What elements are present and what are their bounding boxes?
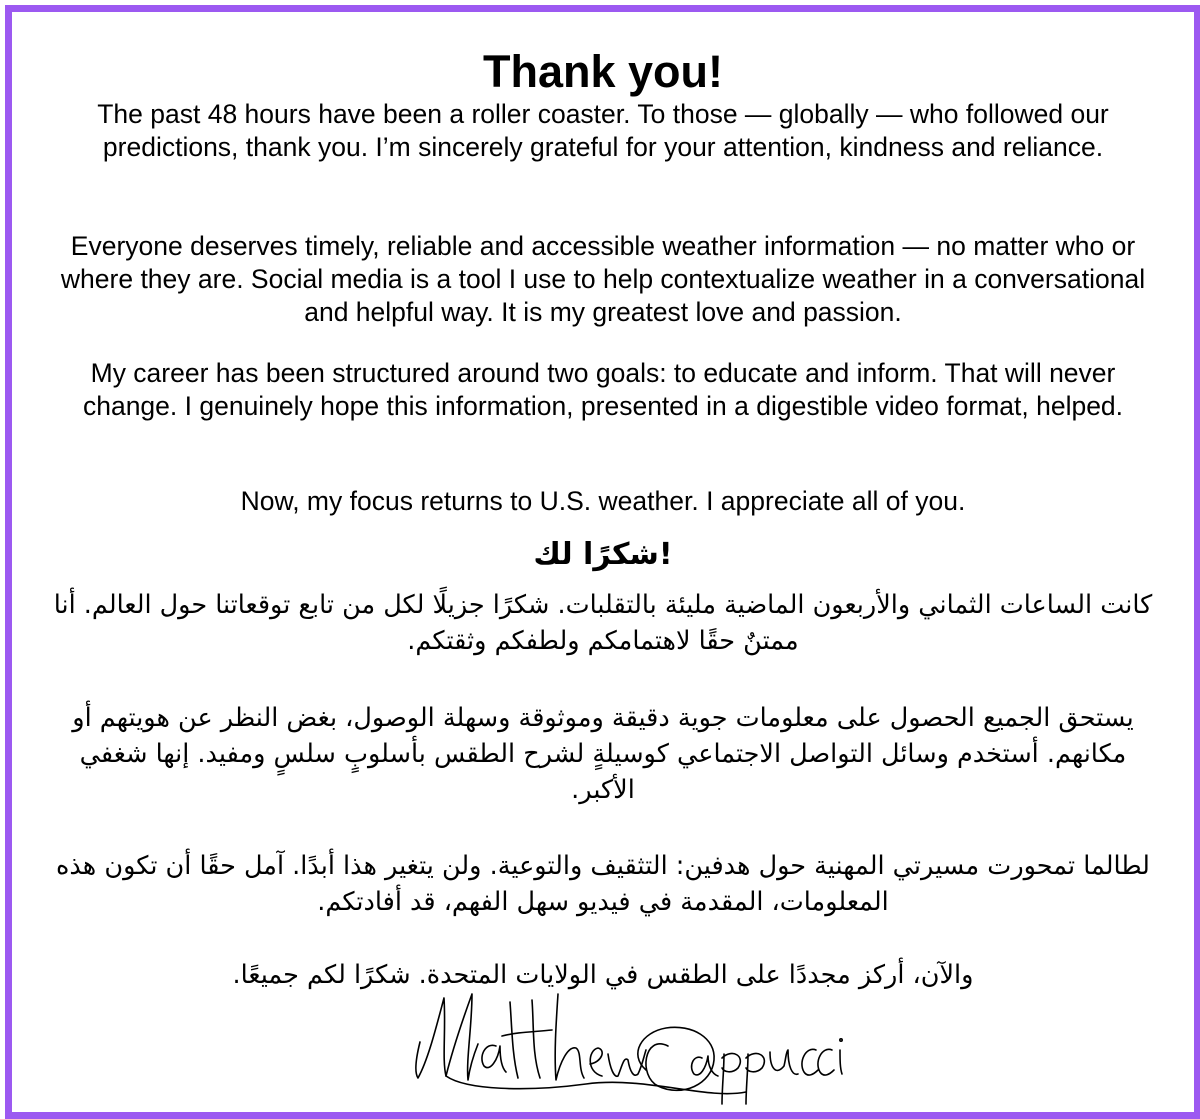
arabic-title: !شكرًا لك xyxy=(533,537,673,572)
arabic-paragraph-3: لطالما تمحورت مسيرتي المهنية حول هدفين: التثقيف والتوعية. ولن يتغير هذا أبدًا. آمل حقًا أن تكون هذه المعلومات، المقدمة في فيديو سهل الفهم، قد أفادتكم. xyxy=(56,851,1150,917)
english-paragraph-1: The past 48 hours have been a roller coaster. To those — globally — who followed our predictions, thank you. I’m sincerely grateful for your attention, kindness and reliance. xyxy=(97,99,1109,162)
arabic-paragraph-4: والآن، أركز مجددًا على الطقس في الولايات المتحدة. شكرًا لكم جميعًا. xyxy=(232,960,974,990)
english-title: Thank you! xyxy=(482,46,723,97)
english-paragraph-2: Everyone deserves timely, reliable and accessible weather information — no matter who or where they are. Social media is a tool I use to help contextualize weather in a conversational and helpful way. It is my greatest love and passion. xyxy=(60,231,1146,327)
arabic-paragraph-1: كانت الساعات الثماني والأربعون الماضية مليئة بالتقلبات. شكرًا جزيلًا لكل من تابع توقعاتنا حول العالم. أنا ممتنٌ حقًا لاهتمامكم ولطفكم وثقتكم. xyxy=(53,590,1153,656)
english-paragraph-3: My career has been structured around two goals: to educate and inform. That will never change. I genuinely hope this information, presented in a digestible video format, helped. xyxy=(82,358,1124,421)
english-paragraph-4: Now, my focus returns to U.S. weather. I appreciate all of you. xyxy=(240,486,966,516)
arabic-paragraph-2: يستحق الجميع الحصول على معلومات جوية دقيقة وموثوقة وسهلة الوصول، بغض النظر عن هويتهم أو مكانهم. أستخدم وسائل التواصل الاجتماعي كوسيلةٍ لشرح الطقس بأسلوبٍ سلسٍ ومفيد. إنها شغفي الأكبر. xyxy=(72,703,1134,805)
handwritten-signature xyxy=(406,980,846,1110)
letter-card xyxy=(5,5,1200,1119)
